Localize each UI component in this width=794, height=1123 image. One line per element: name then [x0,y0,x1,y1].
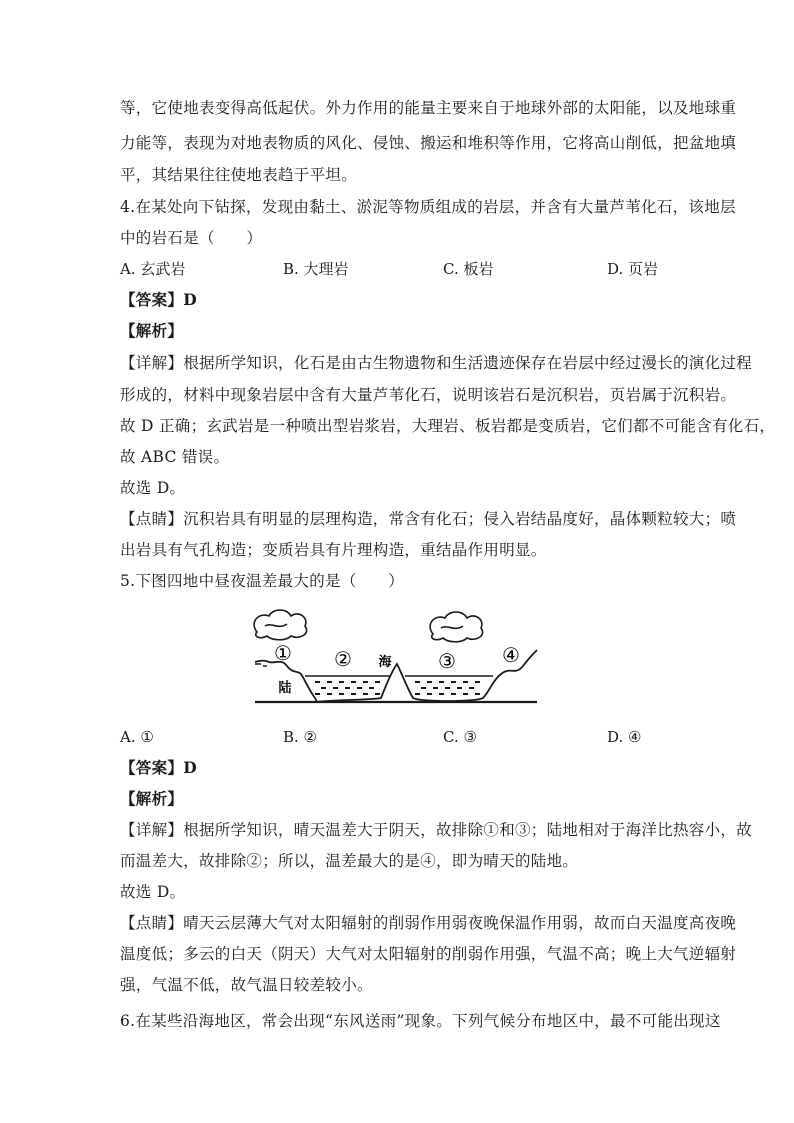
q4-detail-2: 形成的，材料中现象岩层中含有大量芦苇化石，说明该岩石是沉积岩，页岩属于沉积岩。 [120,386,737,404]
q4-option-c: C. 板岩 [443,260,494,278]
marker-3: ③ [438,649,456,673]
q5-tip-2: 温度低；多云的白天（阴天）大气对太阳辐射的削弱作用强，气温不高；晚上大气逆辐射 [120,945,737,963]
sea-waves-left [315,682,380,694]
q4-analysis-heading: 【解析】 [120,321,184,340]
q4-selection: 故选 D。 [120,479,186,497]
q5-analysis-heading: 【解析】 [120,789,184,808]
terrain-profile [255,650,537,702]
q4-answer: 【答案】D [120,290,197,309]
q5-selection: 故选 D。 [120,883,186,901]
q4-detail-1: 【详解】根据所学知识，化石是由古生物遗物和生活遗迹保存在岩层中经过漫长的演化过程 [120,354,753,372]
q5-option-d: D. ④ [607,728,642,746]
cloud-right-icon [430,612,483,642]
question-4-stem-1: 4.在某处向下钻探，发现由黏土、淤泥等物质组成的岩层，并含有大量芦苇化石，该地层 [120,198,736,216]
intro-line-3: 平，其结果往往使地表趋于平坦。 [120,166,358,184]
land-label: 陆 [278,681,292,696]
marker-2: ② [334,647,352,671]
q5-answer: 【答案】D [120,758,197,777]
marker-4: ④ [502,643,520,667]
intro-line-1: 等，它使地表变得高低起伏。外力作用的能量主要来自于地球外部的太阳能，以及地球重 [120,99,737,117]
question-6-stem: 6.在某些沿海地区，常会出现“东风送雨”现象。下列气候分布地区中，最不可能出现这 [120,1012,721,1030]
q4-detail-3: 故 D 正确；玄武岩是一种喷出型岩浆岩，大理岩、板岩都是变质岩，它们都不可能含有化石， [120,417,776,435]
q4-detail-4: 故 ABC 错误。 [120,448,230,466]
q4-tip-1: 【点睛】沉积岩具有明显的层理构造，常含有化石；侵入岩结晶度好，晶体颗粒较大；喷 [120,510,737,528]
q5-detail-1: 【详解】根据所学知识，晴天温差大于阴天，故排除①和③；陆地相对于海洋比热容小，故 [120,821,753,839]
question-4-stem-2: 中的岩石是（ ） [120,229,263,247]
q4-option-d: D. 页岩 [607,260,659,278]
marker-1: ① [274,641,292,665]
sea-waves-right [415,682,480,694]
intro-line-2: 力能等，表现为对地表物质的风化、侵蚀、搬运和堆积等作用，它将高山削低，把盆地填 [120,134,737,152]
q5-option-c: C. ③ [443,728,477,746]
q5-option-b: B. ② [283,728,318,746]
q5-detail-2: 而温差大，故排除②；所以，温差最大的是④，即为晴天的陆地。 [120,852,579,870]
q5-option-a: A. ① [120,728,154,746]
q4-option-b: B. 大理岩 [283,260,349,278]
sea-label: 海 [378,655,392,670]
day-night-temperature-figure [245,604,545,714]
q5-tip-1: 【点睛】晴天云层薄大气对太阳辐射的削弱作用弱夜晚保温作用弱，故而白天温度高夜晚 [120,914,737,932]
q5-tip-3: 强，气温不低，故气温日较差较小。 [120,976,373,994]
cloud-left-icon [254,610,307,640]
q4-tip-2: 出岩具有气孔构造；变质岩具有片理构造，重结晶作用明显。 [120,541,547,559]
q4-option-a: A. 玄武岩 [120,260,186,278]
question-5-stem: 5.下图四地中昼夜温差最大的是（ ） [120,572,404,590]
